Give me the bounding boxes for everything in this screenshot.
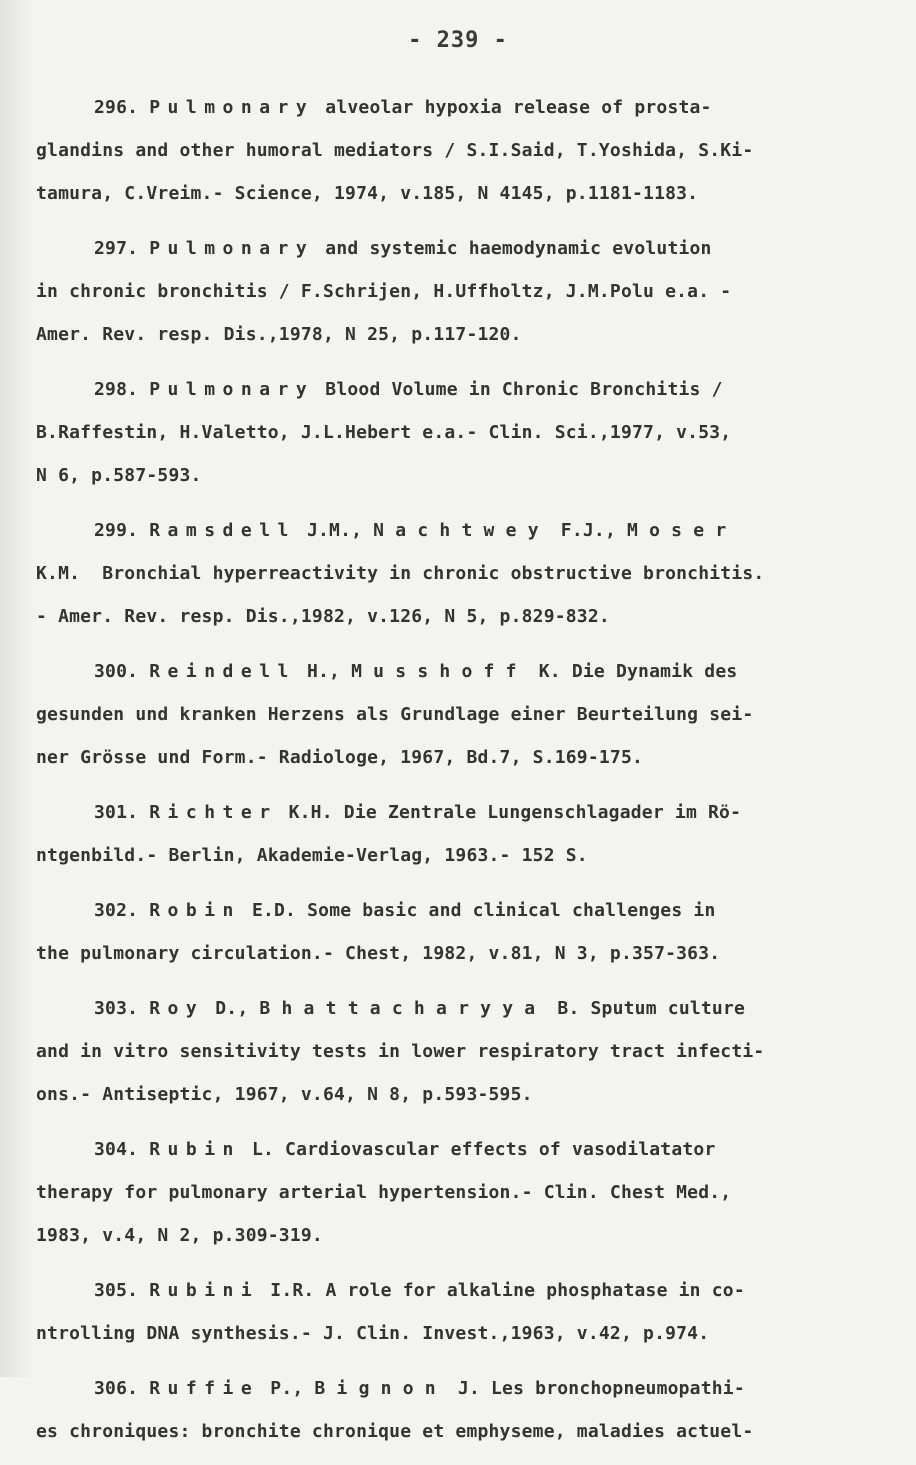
entry-continuation-line (36, 1030, 872, 1073)
entry-continuation-line (36, 172, 872, 215)
entry-author: Reindell (149, 661, 296, 682)
entry-text: ntrolling DNA synthesis.- J. Clin. Invest.,1963, v.42, p.974. (36, 1323, 710, 1344)
bibliography-entry (36, 1269, 872, 1355)
entry-text: Amer. Rev. resp. Dis.,1978, N 25, p.117-120. (36, 324, 522, 345)
entry-text: es chroniques: bronchite chronique et emphyseme, maladies actuel- (36, 1421, 754, 1442)
bibliography-entry (36, 987, 872, 1116)
bibliography-entry (36, 791, 872, 877)
entry-continuation-line (36, 932, 872, 975)
entry-text: and systemic haemodynamic evolution (325, 238, 712, 259)
bibliography-entry (36, 86, 872, 215)
entry-text: J.M., N a c h t w e y F.J., M o s e r (306, 520, 727, 541)
entry-author: Rubini (149, 1280, 260, 1301)
entry-continuation-line (36, 1171, 872, 1214)
entry-continuation-line (36, 129, 872, 172)
entry-number: 296. (94, 97, 139, 118)
entry-text: in chronic bronchitis / F.Schrijen, H.Uffholtz, J.M.Polu e.a. - (36, 281, 732, 302)
entry-text: ons.- Antiseptic, 1967, v.64, N 8, p.593-595. (36, 1084, 533, 1105)
entry-text: N 6, p.587-593. (36, 465, 202, 486)
entry-number: 301. (94, 802, 139, 823)
entry-text: ntgenbild.- Berlin, Akademie-Verlag, 1963.- 152 S. (36, 845, 588, 866)
entry-number: 300. (94, 661, 139, 682)
entry-continuation-line (36, 411, 872, 454)
entry-author: Pulmonary (149, 379, 315, 400)
entry-author: Rubin (149, 1139, 241, 1160)
entry-author: Pulmonary (149, 238, 315, 259)
entry-continuation-line (36, 1214, 872, 1257)
entry-first-line (36, 791, 872, 834)
entry-first-line (36, 889, 872, 932)
entry-author: Robin (149, 900, 241, 921)
entry-text: and in vitro sensitivity tests in lower respiratory tract infecti- (36, 1041, 765, 1062)
entry-text: H., M u s s h o f f K. Die Dynamik des (306, 661, 738, 682)
bibliography-entry (36, 1367, 872, 1453)
entry-text: 1983, v.4, N 2, p.309-319. (36, 1225, 323, 1246)
entry-text: E.D. Some basic and clinical challenges in (251, 900, 716, 921)
entry-continuation-line (36, 1312, 872, 1355)
entry-text: gesunden und kranken Herzens als Grundlage einer Beurteilung sei- (36, 704, 754, 725)
bibliography-entry (36, 1128, 872, 1257)
entry-text: the pulmonary circulation.- Chest, 1982, v.81, N 3, p.357-363. (36, 943, 721, 964)
entry-number: 304. (94, 1139, 139, 1160)
entry-continuation-line (36, 693, 872, 736)
entry-author: Roy (149, 998, 205, 1019)
entry-continuation-line (36, 270, 872, 313)
bibliography-entry (36, 368, 872, 497)
entry-first-line (36, 650, 872, 693)
entry-continuation-line (36, 454, 872, 497)
entry-text: glandins and other humoral mediators / S.I.Said, T.Yoshida, S.Ki- (36, 140, 754, 161)
entry-text: K.H. Die Zentrale Lungenschlagader im Rö- (288, 802, 742, 823)
page-edge-shadow (0, 0, 36, 1377)
entry-number: 303. (94, 998, 139, 1019)
entry-text: B.Raffestin, H.Valetto, J.L.Hebert e.a.- Clin. Sci.,1977, v.53, (36, 422, 732, 443)
entry-first-line (36, 227, 872, 270)
entry-continuation-line (36, 1073, 872, 1116)
entry-continuation-line (36, 834, 872, 877)
bibliography-list (36, 86, 872, 1465)
entry-continuation-line (36, 595, 872, 638)
bibliography-entry (36, 227, 872, 356)
entry-first-line (36, 86, 872, 129)
entry-text: I.R. A role for alkaline phosphatase in co- (270, 1280, 745, 1301)
entry-author: Ruffie (149, 1378, 260, 1399)
entry-first-line (36, 1367, 872, 1410)
page-number: - 239 - (408, 28, 508, 53)
entry-continuation-line (36, 552, 872, 595)
entry-author: Pulmonary (149, 97, 315, 118)
entry-first-line (36, 1269, 872, 1312)
entry-first-line (36, 368, 872, 411)
entry-author: Ramsdell (149, 520, 296, 541)
bibliography-entry (36, 509, 872, 638)
entry-continuation-line (36, 1410, 872, 1453)
entry-text: L. Cardiovascular effects of vasodilatator (251, 1139, 716, 1160)
entry-author: Richter (149, 802, 278, 823)
entry-continuation-line (36, 736, 872, 779)
entry-text: Blood Volume in Chronic Bronchitis / (325, 379, 723, 400)
entry-text: D., B h a t t a c h a r y y a B. Sputum culture (215, 998, 746, 1019)
entry-number: 306. (94, 1378, 139, 1399)
entry-continuation-line (36, 313, 872, 356)
entry-text: therapy for pulmonary arterial hypertension.- Clin. Chest Med., (36, 1182, 732, 1203)
entry-number: 297. (94, 238, 139, 259)
entry-text: - Amer. Rev. resp. Dis.,1982, v.126, N 5, p.829-832. (36, 606, 610, 627)
entry-text: K.M. Bronchial hyperreactivity in chronic obstructive bronchitis. (36, 563, 765, 584)
entry-number: 298. (94, 379, 139, 400)
entry-first-line (36, 1128, 872, 1171)
entry-first-line (36, 509, 872, 552)
entry-number: 305. (94, 1280, 139, 1301)
entry-text: tamura, C.Vreim.- Science, 1974, v.185, N 4145, p.1181-1183. (36, 183, 699, 204)
entry-text: ner Grösse und Form.- Radiologe, 1967, Bd.7, S.169-175. (36, 747, 644, 768)
entry-first-line (36, 987, 872, 1030)
bibliography-entry (36, 889, 872, 975)
bibliography-entry (36, 650, 872, 779)
entry-number: 299. (94, 520, 139, 541)
entry-text: P., B i g n o n J. Les bronchopneumopathi- (270, 1378, 745, 1399)
entry-text: alveolar hypoxia release of prosta- (325, 97, 712, 118)
entry-number: 302. (94, 900, 139, 921)
